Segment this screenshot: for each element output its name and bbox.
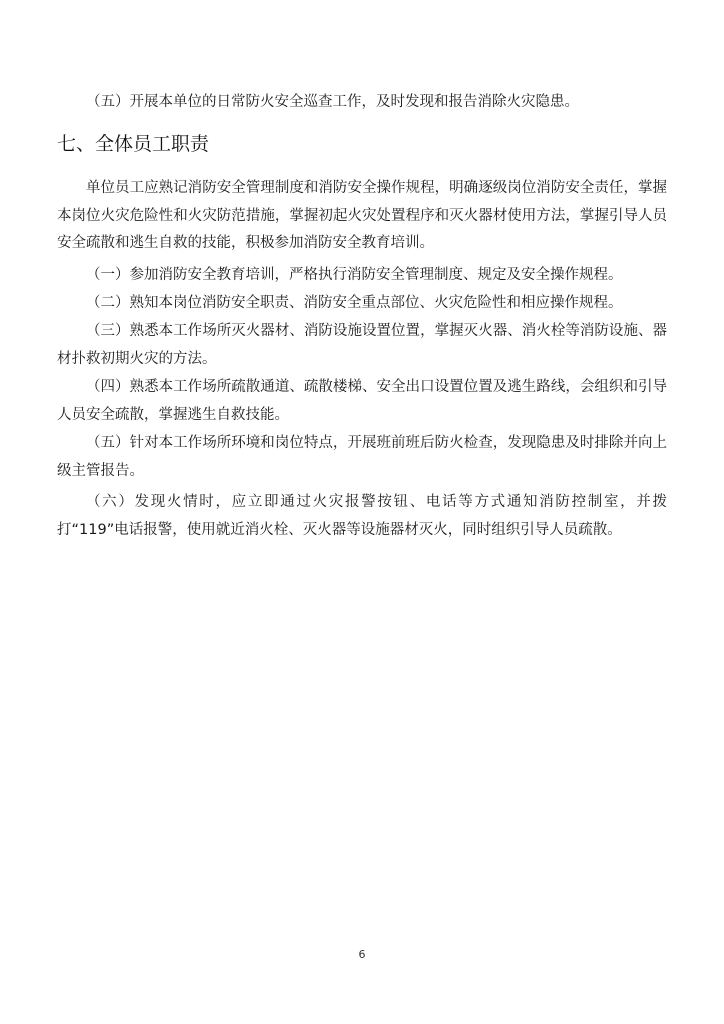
page-number: 6 <box>358 948 366 961</box>
list-item-1: （一）参加消防安全教育培训，严格执行消防安全管理制度、规定及安全操作规程。 <box>86 267 623 283</box>
paragraph-patrol-duty: （五）开展本单位的日常防火安全巡查工作，及时发现和报告消除火灾隐患。 <box>86 94 579 110</box>
list-item-3: （三）熟悉本工作场所灭火器材、消防设施设置位置，掌握灭火器、消火栓等消防设施、器材扑救初期火灾的方法。 <box>57 323 667 367</box>
list-item-6: （六）发现火情时，应立即通过火灾报警按钮、电话等方式通知消防控制室，并拨打“119”电话报警，使用就近消火栓、灭火器等设施器材灭火，同时组织引导人员疏散。 <box>57 494 667 538</box>
section-heading: 七、全体员工职责 <box>57 133 210 155</box>
list-item-5: （五）针对本工作场所环境和岗位特点，开展班前班后防火检查，发现隐患及时排除并向上级主管报告。 <box>57 435 667 479</box>
paragraph-intro: 单位员工应熟记消防安全管理制度和消防安全操作规程，明确逐级岗位消防安全责任，掌握本岗位火灾危险性和火灾防范措施，掌握初起火灾处置程序和灭火器材使用方法，掌握引导人员安全疏散和逃生自救的技能，积极参加消防安全教育培训。 <box>57 180 667 251</box>
list-item-2: （二）熟知本岗位消防安全职责、消防安全重点部位、火灾危险性和相应操作规程。 <box>86 295 623 311</box>
list-item-4: （四）熟悉本工作场所疏散通道、疏散楼梯、安全出口设置位置及逃生路线，会组织和引导人员安全疏散，掌握逃生自救技能。 <box>57 379 667 423</box>
